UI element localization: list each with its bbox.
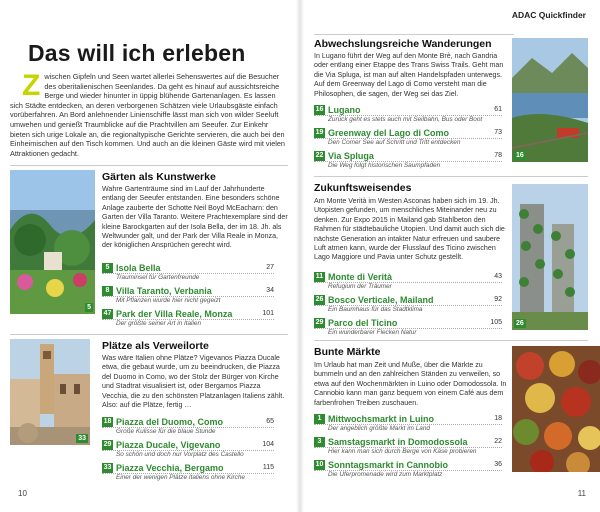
- hiking-text: In Lugano führt der Weg auf den Monte Brè, nach Gandria oder entlang einer Etappe des Trans Swiss Trails. Geht man die Via Spluga, ist man auf alten Handelspfaden unterwegs. Auf dem Greenway del Lago di Como versteht man die Philosophen, die sagen, der Weg sei das Ziel.: [314, 52, 504, 98]
- future-illustration: [512, 184, 588, 330]
- entry-piazza-vecchia[interactable]: [102, 462, 274, 482]
- markets-text: Im Urlaub hat man Zeit und Muße, über die Märkte zu bummeln und an den zahlreichen Ständen zu verweilen, so etwa auf den Wochenmärkten in Luino oder Domodossola. In Cannobio kann man ganz bequem von einem Café aus dem farbenfrohen Treiben zuschauen.: [314, 361, 507, 407]
- entry-name: Park der Villa Reale, Monza: [116, 308, 233, 319]
- section-divider: [314, 34, 514, 35]
- hiking-illustration: [512, 38, 588, 162]
- entry-page: 22: [494, 438, 502, 445]
- quickfinder-header: ADAC Quickfinder: [511, 10, 586, 20]
- entry-number: 22: [315, 151, 324, 159]
- entry-villa-taranto[interactable]: [102, 285, 274, 305]
- entry-number: 29: [103, 440, 112, 448]
- garden-illustration: [10, 170, 95, 314]
- entry-subtitle: Mit Pflanzen wurde hier nicht gegeizt: [116, 297, 221, 304]
- entry-greenway[interactable]: [314, 127, 502, 147]
- section-heading-future: Zukunftsweisendes: [314, 182, 412, 194]
- entry-lugano[interactable]: [314, 104, 502, 124]
- section-heading-gardens: Gärten als Kunstwerke: [102, 171, 216, 183]
- entry-subtitle: Der angeblich größte Markt im Land: [328, 425, 430, 432]
- entry-monte-verita[interactable]: [314, 271, 502, 291]
- photo-badge: 5: [87, 304, 91, 311]
- section-heading-hiking: Abwechslungsreiche Wanderungen: [314, 38, 492, 50]
- entry-number: 26: [315, 295, 324, 303]
- entry-subtitle: Große Kulisse für die blaue Stunde: [116, 428, 216, 435]
- entry-name: Lugano: [328, 104, 361, 115]
- entry-number: 10: [315, 460, 324, 468]
- entry-number: 18: [103, 417, 112, 425]
- entry-number: 8: [102, 286, 113, 296]
- entry-subtitle: Einer der wenigen Plätze Italiens ohne Kirche: [116, 474, 245, 481]
- section-heading-markets: Bunte Märkte: [314, 346, 381, 358]
- right-page: [300, 0, 600, 512]
- gardens-entries: [102, 262, 274, 331]
- page-number-right: 11: [577, 489, 586, 498]
- entry-name: Mittwochsmarkt in Luino: [328, 413, 435, 424]
- entry-number: 33: [103, 463, 112, 471]
- entry-subtitle: Hier kann man sich durch Berge von Käse probieren: [328, 448, 477, 455]
- entry-page: 105: [490, 319, 502, 326]
- entry-page: 27: [266, 264, 274, 271]
- entry-page: 18: [494, 415, 502, 422]
- entry-name: Via Spluga: [328, 150, 374, 161]
- entry-piazza-duomo[interactable]: [102, 416, 274, 436]
- entry-piazza-ducale[interactable]: [102, 439, 274, 459]
- page-number-left: 10: [18, 489, 27, 498]
- entry-parco-ticino[interactable]: [314, 317, 502, 337]
- entry-page: 65: [266, 418, 274, 425]
- section-divider: [10, 165, 288, 166]
- entry-number: 3: [314, 437, 325, 447]
- entry-via-spluga[interactable]: [314, 150, 502, 170]
- section-heading-squares: Plätze als Verweilorte: [102, 340, 209, 352]
- entry-subtitle: Die Uferpromenade wird zum Marktplatz: [328, 471, 443, 478]
- entry-subtitle: Trauminsel für Gartenfreunde: [116, 274, 200, 281]
- section-divider: [314, 340, 588, 341]
- garden-photo: [10, 170, 95, 314]
- future-photo: [512, 184, 588, 330]
- page-title: Das will ich erleben: [28, 40, 246, 66]
- entry-page: 101: [262, 310, 274, 317]
- entry-name: Villa Taranto, Verbania: [116, 285, 212, 296]
- entry-name: Piazza Vecchia, Bergamo: [116, 462, 224, 473]
- entry-page: 61: [494, 106, 502, 113]
- square-illustration: [10, 339, 90, 445]
- entry-name: Piazza Ducale, Vigevano: [116, 439, 221, 450]
- entry-cannobio[interactable]: [314, 459, 502, 479]
- section-divider: [10, 334, 288, 335]
- market-photo: [512, 346, 600, 472]
- entry-number: 29: [315, 318, 324, 326]
- entry-villa-reale[interactable]: [102, 308, 274, 328]
- entry-subtitle: Den Comer See auf Schritt und Tritt entdecken: [328, 139, 461, 146]
- entry-name: Sonntagsmarkt in Cannobio: [328, 459, 449, 470]
- square-photo: [10, 339, 90, 445]
- entry-subtitle: Ein Baumhaus für das Stadtklima: [328, 306, 423, 313]
- photo-badge: 16: [516, 152, 524, 159]
- entry-name: Parco del Ticino: [328, 317, 398, 328]
- entry-page: 34: [266, 287, 274, 294]
- entry-number: 47: [103, 309, 112, 317]
- entry-number: 1: [314, 414, 325, 424]
- entry-page: 73: [494, 129, 502, 136]
- entry-luino[interactable]: [314, 413, 502, 433]
- markets-entries: [314, 413, 502, 482]
- entry-subtitle: Zurück geht es stets auch mit Seilbahn, Bus oder Boot: [328, 116, 483, 123]
- entry-page: 92: [494, 296, 502, 303]
- hiking-photo: [512, 38, 588, 162]
- gardens-text: Wahre Gartenträume sind im Lauf der Jahrhunderte entlang der Seeufer entstanden. Eine besonders schöne Anlage zauberte der Schotte Neil Boyd McEacharn: den Garten der Villa Taranto. Weitere Prachtexemplare sind der kleine Barockgarten auf der Isola Bella, der im 18. Jh. als Weltwunder galt, und der Park der Villa Reale in Monza, der königlichen Ansprüchen gerecht wird.: [102, 185, 288, 250]
- market-illustration: [512, 346, 600, 472]
- squares-entries: [102, 416, 274, 485]
- photo-badge: 26: [516, 320, 524, 327]
- entry-number: 19: [315, 128, 324, 136]
- entry-number: 11: [315, 272, 324, 280]
- entry-page: 36: [494, 461, 502, 468]
- entry-name: Monte di Verità: [328, 271, 393, 282]
- entry-page: 78: [494, 152, 502, 159]
- future-text: Am Monte Verità im Westen Asconas haben sich im 19. Jh. Utopisten gefunden, um menschliches Miteinander neu zu denken. Zur Expo 2015 in Mailand gab Stahlbeton den Rahmen für städtebauliche Utopien. Und damit auch sich die nächste Generation an intakter Natur erfreuen und saubere Luft atmen kann, wurde der Flusslauf des Ticino zwischen Lago Maggiore und Pavia unter Schutz gestellt.: [314, 197, 505, 262]
- entry-number: 5: [102, 263, 113, 273]
- intro-dropcap: Z: [22, 69, 41, 102]
- entry-page: 115: [262, 464, 274, 471]
- entry-name: Piazza del Duomo, Como: [116, 416, 224, 427]
- entry-domodossola[interactable]: [314, 436, 502, 456]
- entry-bosco-verticale[interactable]: [314, 294, 502, 314]
- section-divider: [314, 176, 588, 177]
- future-entries: [314, 271, 502, 340]
- entry-page: 104: [262, 441, 274, 448]
- squares-text: Was wäre Italien ohne Plätze? Vigevanos Piazza Ducale etwa, die gebaut wurde, um zu beeindrucken, die Piazza del Duomo in Como, wo der Stolz der Bürger von Kirche und Stadtrat visualisiert ist, oder Bergamos Piazza Vecchia, die zu den schönsten Platzanlagen Italiens zählt. Also: auf die Plätze, fertig …: [102, 354, 285, 410]
- intro-text: wischen Gipfeln und Seen wartet allerlei Sehenswertes auf die Besucher des oberitalienischen Seenlandes. Da geht es hinauf auf aussichtsreiche Berge und wieder hinunter in üppig blühende Gartenanlagen. Es lassen sich Städte entdecken, an deren verborgenen Schätzen viele Urlaubsgäste einfach vorüberfahren. An Bord anlehnender Linienschiffe lässt man sich von wilder Seeluft umwehen und genießt Traumblicke auf die Prachtvillen am Seeufer. Zur Einkehr bieten sich urige Lokale an, die regionaltypische Gerichte servieren, die auch bei den Einheimischen auf den Tisch kommen. Und auch an die kleinen Gäste wird mit vielen Attraktionen gedacht.: [10, 72, 285, 158]
- entry-name: Bosco Verticale, Mailand: [328, 294, 434, 305]
- entry-name: Greenway del Lago di Como: [328, 127, 450, 138]
- entry-subtitle: Die Weg folgt historischen Saumpfaden: [328, 162, 441, 169]
- entry-subtitle: Der größte seiner Art in Italien: [116, 320, 202, 327]
- entry-name: Samstagsmarkt in Domodossola: [328, 436, 468, 447]
- intro-paragraph: [10, 69, 288, 158]
- entry-page: 43: [494, 273, 502, 280]
- entry-name: Isola Bella: [116, 262, 161, 273]
- entry-subtitle: So schön und doch nur Vorplatz des Castello: [116, 451, 244, 458]
- entry-subtitle: Refugium der Träumer: [328, 283, 392, 290]
- hiking-entries: [314, 104, 502, 173]
- entry-number: 16: [315, 105, 324, 113]
- entry-subtitle: Ein wunderbarer Flecken Natur: [328, 329, 417, 336]
- photo-badge: 33: [78, 435, 86, 442]
- entry-isola-bella[interactable]: [102, 262, 274, 282]
